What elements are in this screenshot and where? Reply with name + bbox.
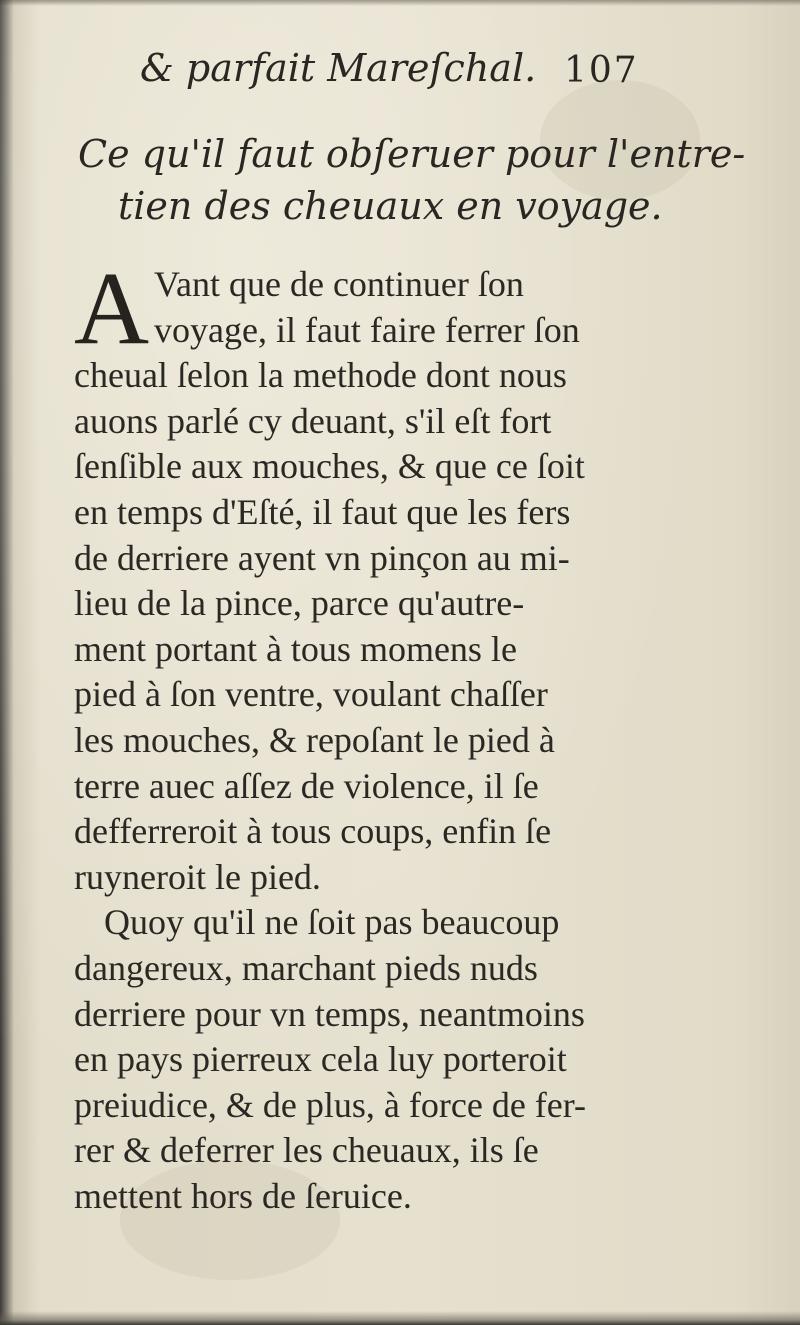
heading-line: tien des cheuaux en voyage.	[118, 184, 663, 228]
text-line: en pays pierreux cela luy porteroit	[74, 1039, 567, 1080]
text-line: de derriere ayent vn pinçon au mi-	[74, 537, 570, 578]
running-title: & parfait Mareſchal.	[140, 46, 537, 90]
drop-cap: A	[74, 251, 150, 366]
heading-line: Ce qu'il faut obſeruer pour l'entre-	[78, 132, 746, 176]
body-text	[74, 251, 674, 1219]
text-line: mettent hors de ſeruice.	[74, 1175, 412, 1216]
page-number: 107	[564, 50, 639, 91]
text-line: lieu de la pince, parce qu'autre-	[74, 583, 525, 624]
text-line: dangereux, marchant pieds nuds	[74, 947, 538, 988]
text-line: rer & deferrer les cheuaux, ils ſe	[74, 1130, 539, 1171]
paragraph	[74, 900, 674, 1219]
text-line: defferreroit à tous coups, enfin ſe	[74, 811, 552, 852]
text-line: ment portant à tous momens le	[74, 628, 517, 669]
text-line: ſenſible aux mouches, & que ce ſoit	[74, 446, 585, 487]
text-line: ruyneroit le pied.	[74, 856, 321, 897]
text-line: auons parlé cy deuant, s'il eſt fort	[74, 400, 552, 441]
text-line: terre auec aſſez de violence, il ſe	[74, 765, 539, 806]
text-line: pied à ſon ventre, voulant chaſſer	[74, 674, 548, 715]
section-heading	[78, 128, 746, 232]
text-line: preiudice, & de plus, à force de fer-	[74, 1084, 587, 1125]
text-line: Quoy qu'il ne ſoit pas beaucoup	[104, 902, 560, 943]
text-line: voyage, il faut faire ferrer ſon	[154, 309, 580, 350]
text-line: Vant que de continuer ſon	[154, 264, 524, 304]
text-line: en temps d'Eſté, il faut que les fers	[74, 491, 571, 532]
text-line: derriere pour vn temps, neantmoins	[74, 993, 585, 1034]
text-line: cheual ſelon la methode dont nous	[74, 355, 567, 396]
text-line: les mouches, & repoſant le pied à	[74, 719, 555, 760]
page-top-shadow	[0, 0, 800, 6]
running-head	[140, 46, 640, 96]
page-bottom-edge	[0, 1311, 800, 1325]
paragraph	[74, 251, 674, 900]
